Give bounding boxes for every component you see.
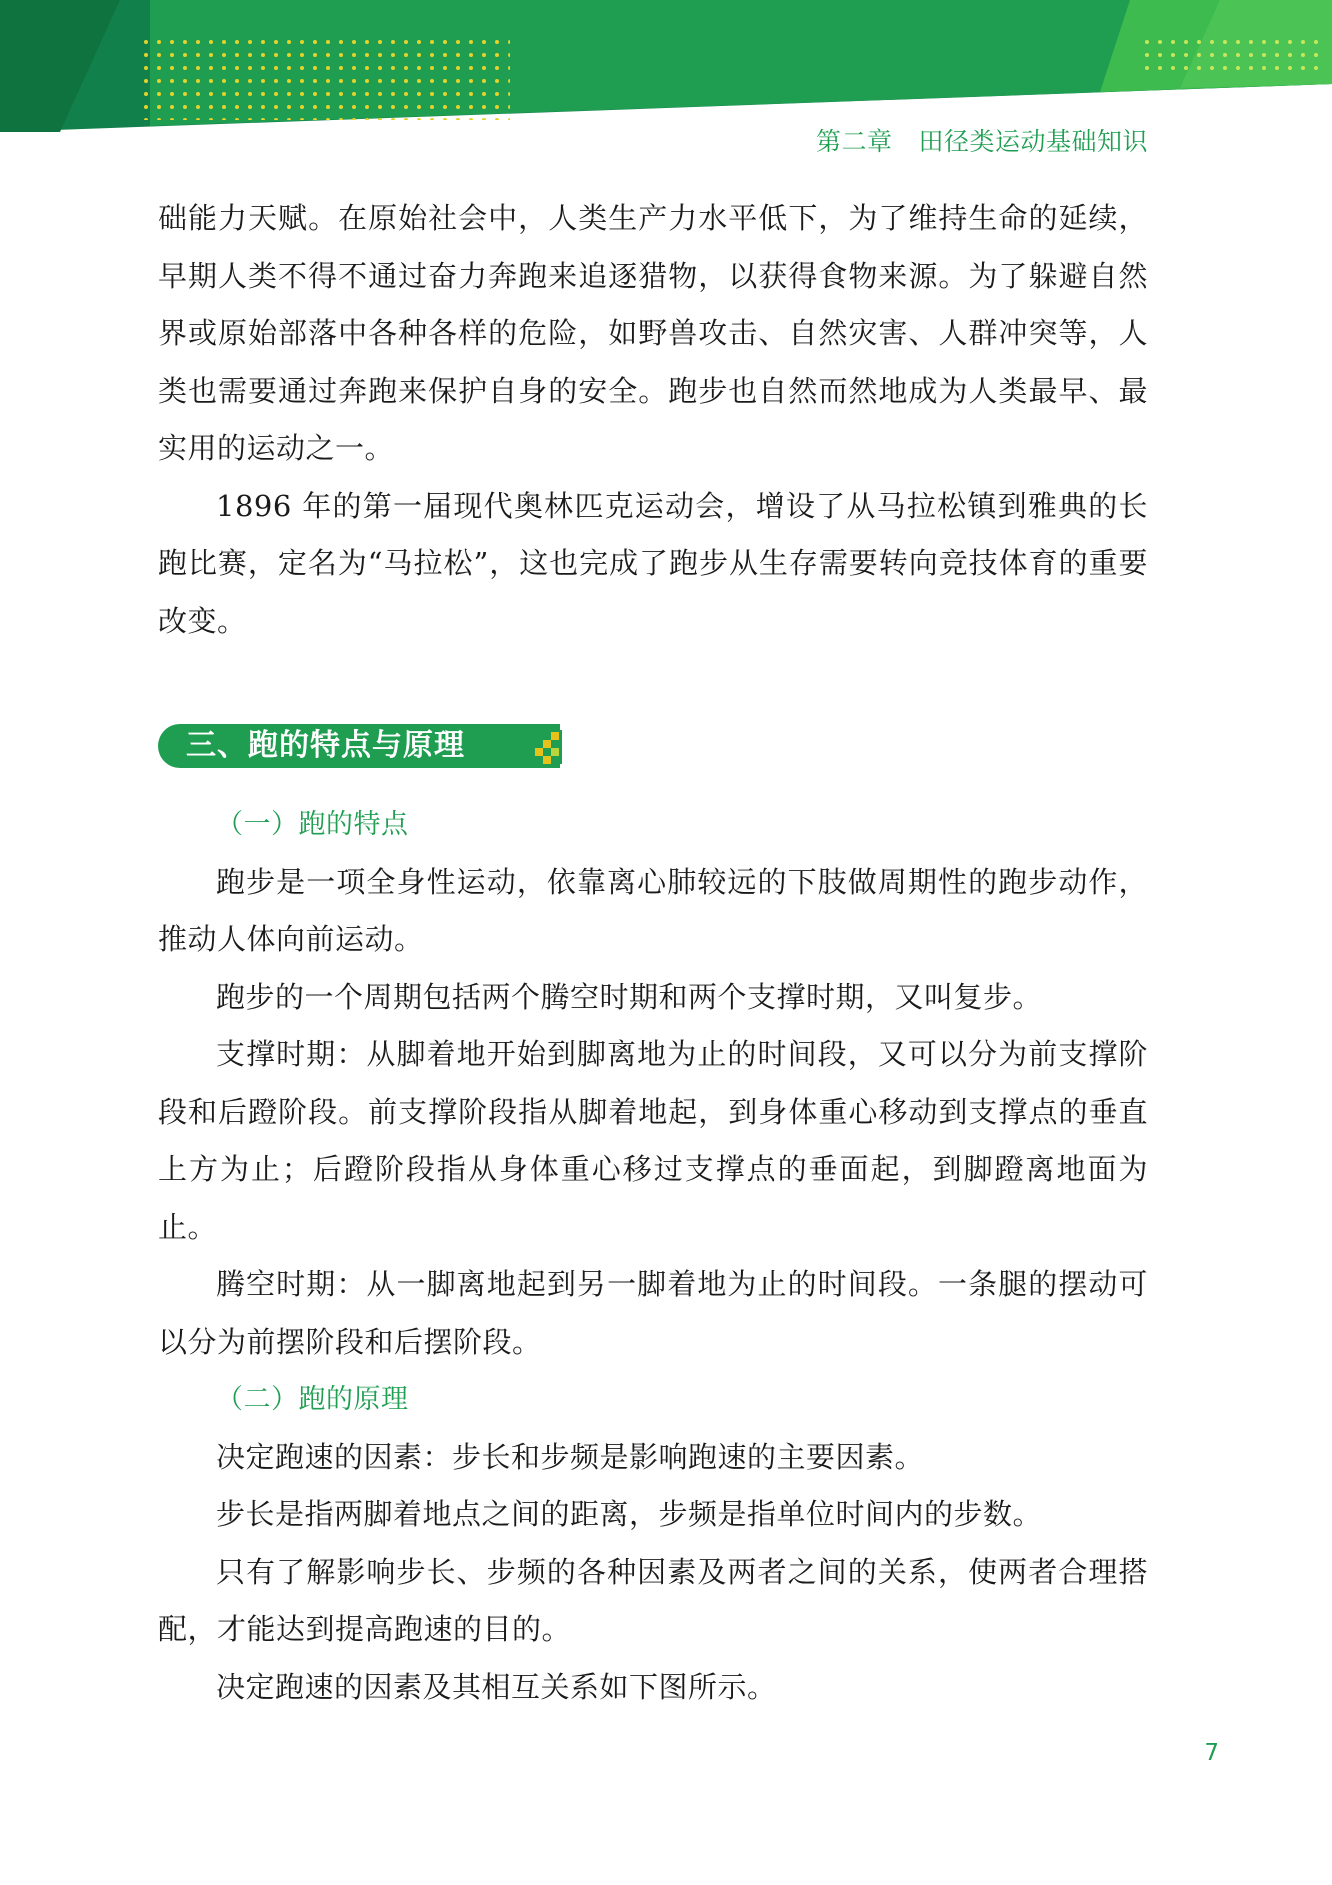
header-banner: [0, 0, 1332, 140]
body-paragraph: 跑步的一个周期包括两个腾空时期和两个支撑时期，又叫复步。: [216, 979, 1043, 1014]
body-paragraph: 础能力天赋。在原始社会中，人类生产力水平低下，为了维持生命的延续，早期人类不得不通过奋力奔跑来追逐猎物，以获得食物来源。为了躲避自然界或原始部落中各种各样的危险，如野兽攻击、自然灾害、人群冲突等，人类也需要通过奔跑来保护自身的安全。跑步也自然而然地成为人类最早、最实用的运动之一。: [158, 201, 1148, 465]
subsection-heading: （二）跑的原理: [216, 1384, 409, 1415]
section-heading: [158, 724, 560, 768]
body-paragraph: 决定跑速的因素：步长和步频是影响跑速的主要因素。: [216, 1439, 925, 1474]
chapter-number: 第二章: [815, 127, 893, 156]
chapter-title: 田径类运动基础知识: [918, 127, 1148, 156]
body-paragraph: 步长是指两脚着地点之间的距离，步频是指单位时间内的步数。: [216, 1497, 1043, 1531]
body-paragraph: 只有了解影响步长、步频的各种因素及两者之间的关系，使两者合理搭配，才能达到提高跑速的目的。: [158, 1554, 1148, 1646]
body-paragraph: 跑步是一项全身性运动，依靠离心肺较远的下肢做周期性的跑步动作，推动人体向前运动。: [158, 864, 1148, 956]
body-paragraph: 决定跑速的因素及其相互关系如下图所示。: [216, 1669, 777, 1704]
section-heading-text: 三、跑的特点与原理: [186, 728, 465, 763]
body-paragraph: 1896 年的第一届现代奥林匹克运动会，增设了从马拉松镇到雅典的长跑比赛，定名为“马拉松”，这也完成了跑步从生存需要转向竞技体育的重要改变。: [158, 488, 1148, 638]
chapter-header: [816, 122, 1148, 158]
subsection-heading: （一）跑的特点: [216, 809, 409, 840]
page-content: [158, 190, 1148, 1716]
body-paragraph: 腾空时期：从一脚离地起到另一脚着地为止的时间段。一条腿的摆动可以分为前摆阶段和后摆阶段。: [158, 1267, 1148, 1359]
page-number: 7: [1204, 1740, 1219, 1766]
checker-ornament-icon: [530, 730, 562, 764]
body-paragraph: 支撑时期：从脚着地开始到脚离地为止的时间段，又可以分为前支撑阶段和后蹬阶段。前支撑阶段指从脚着地起，到身体重心移动到支撑点的垂直上方为止；后蹬阶段指从身体重心移过支撑点的垂面起，到脚蹬离地面为止。: [158, 1037, 1148, 1244]
